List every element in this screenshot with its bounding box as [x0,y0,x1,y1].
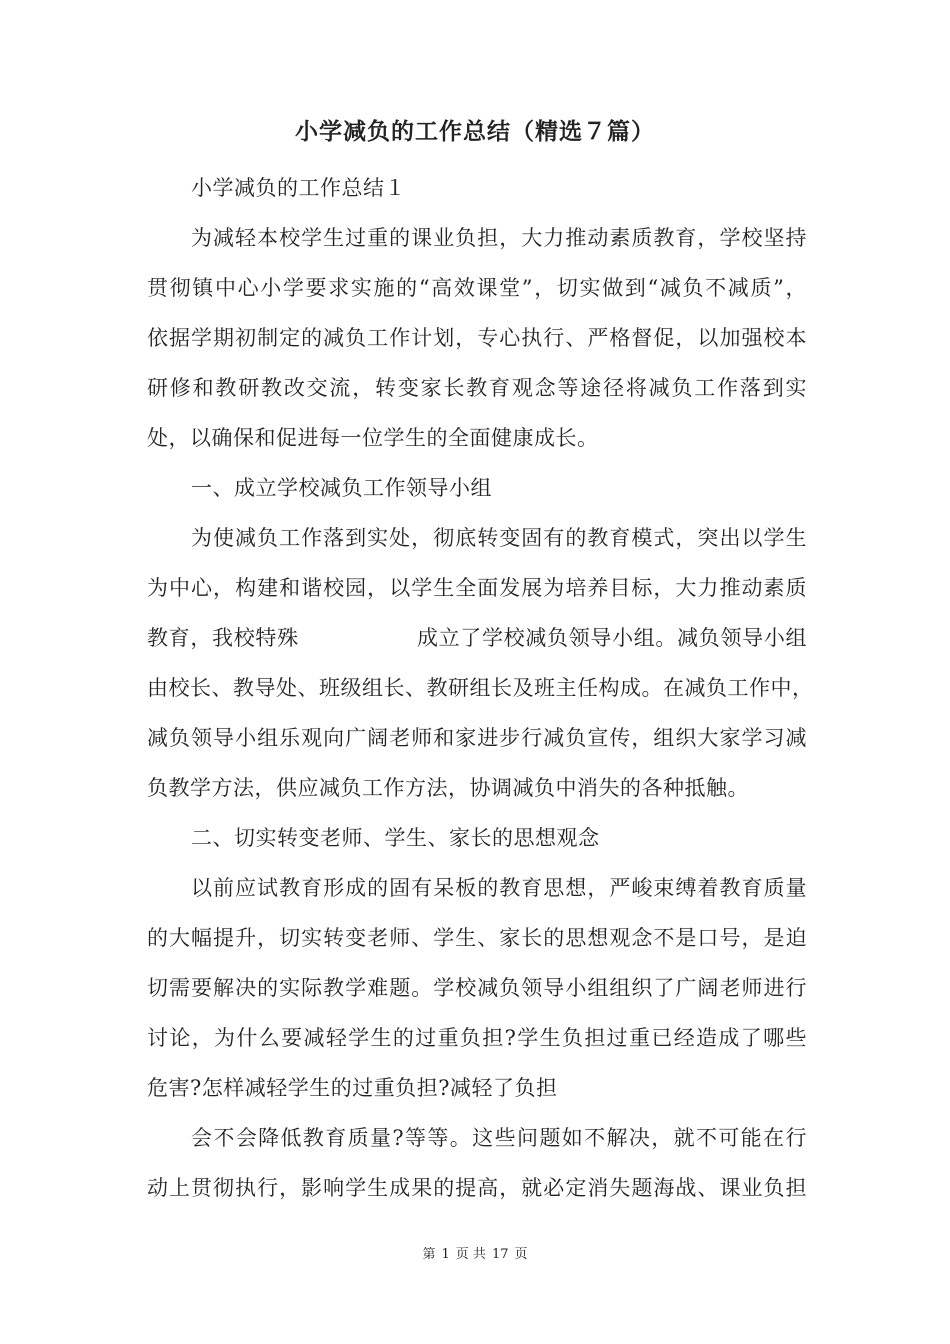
footer-total-pages: 17 [491,1247,509,1262]
paragraph-line: 减负领导小组乐观向广阔老师和家进步行减负宣传，组织大家学习减 [147,726,807,750]
paragraph-line: 讨论，为什么要减轻学生的过重负担?学生负担过重已经造成了哪些 [147,1026,807,1050]
section-heading-2: 二、切实转变老师、学生、家长的思想观念 [191,826,600,850]
footer-suffix: 页 [514,1247,528,1262]
paragraph-line: 会不会降低教育质量?等等。这些问题如不解决，就不可能在行 [191,1126,807,1150]
footer-page-number: 1 [441,1247,450,1262]
paragraph-line: 贯彻镇中心小学要求实施的“高效课堂”，切实做到“减负不减质”， [147,276,807,300]
paragraph-line-with-gap [147,613,807,663]
paragraph-line: 由校长、教导处、班级组长、教研组长及班主任构成。在减负工作中， [147,676,814,700]
paragraph-line: 研修和教研教改交流，转变家长教育观念等途径将减负工作落到实 [147,376,807,400]
paragraph-line: 依据学期初制定的减负工作计划，专心执行、严格督促，以加强校本 [147,326,807,350]
paragraph-line: 切需要解决的实际教学难题。学校减负领导小组组织了广阔老师进行 [147,976,807,1000]
paragraph-line: 的大幅提升，切实转变老师、学生、家长的思想观念不是口号，是迫 [147,926,807,950]
section-subtitle: 小学减负的工作总结１ [191,176,406,200]
paragraph-line: 处，以确保和促进每一位学生的全面健康成长。 [147,426,599,450]
document-title: 小学减负的工作总结（精选７篇） [295,119,655,145]
paragraph-line: 负教学方法，供应减负工作方法，协调减负中消失的各种抵触。 [147,776,749,800]
paragraph-line: 危害?怎样减轻学生的过重负担?减轻了负担 [147,1076,558,1100]
line-start-text: 教育，我校特殊 [147,626,299,650]
page-footer [0,1245,950,1265]
section-heading-1: 一、成立学校减负工作领导小组 [191,476,492,500]
paragraph-line: 为中心，构建和谐校园，以学生全面发展为培养目标，大力推动素质 [147,576,807,600]
paragraph-line: 为使减负工作落到实处，彻底转变固有的教育模式，突出以学生 [191,526,807,550]
paragraph-line: 以前应试教育形成的固有呆板的教育思想，严峻束缚着教育质量 [191,876,807,900]
document-body [147,163,814,1213]
footer-prefix: 第 [422,1247,436,1262]
paragraph-line: 动上贯彻执行，影响学生成果的提高，就必定消失题海战、课业负担 [147,1176,807,1200]
paragraph-line: 为减轻本校学生过重的课业负担，大力推动素质教育，学校坚持 [191,226,807,250]
footer-middle: 页 共 [455,1247,486,1262]
line-end-text: 成立了学校减负领导小组。减负领导小组 [416,626,808,650]
